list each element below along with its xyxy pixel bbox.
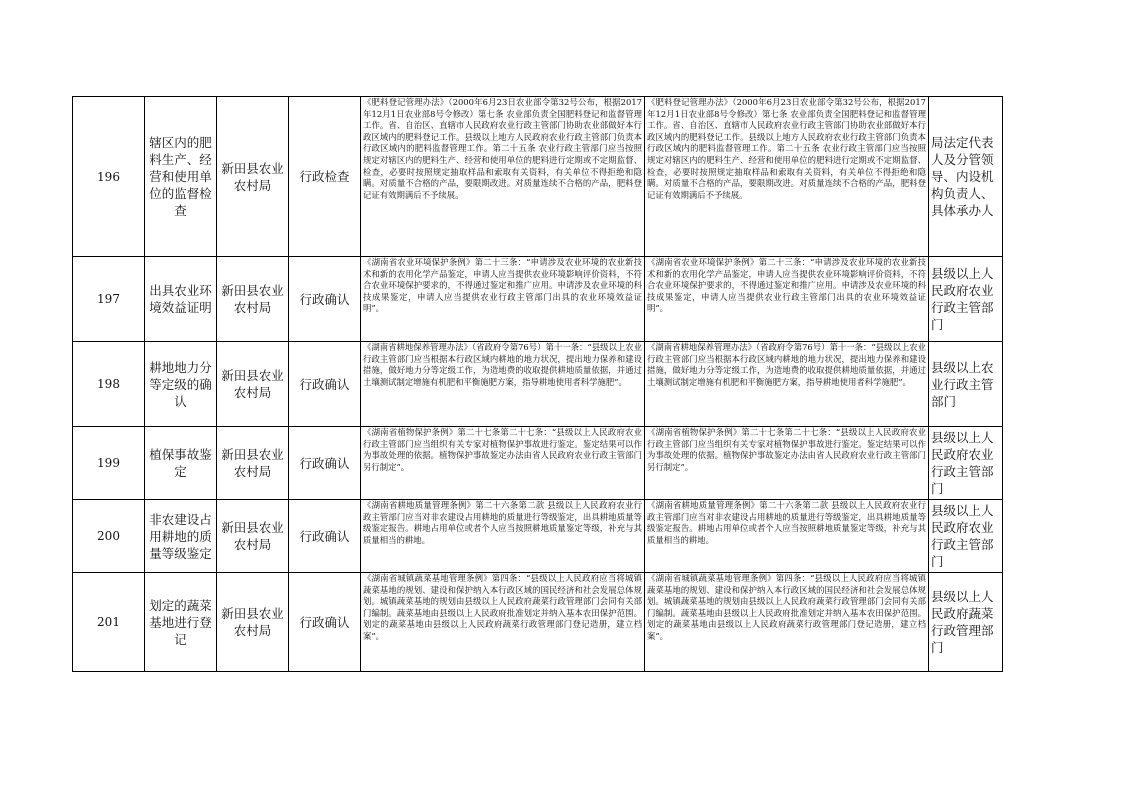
responsible-party: 县级以上人民政府农业行政主管部门: [929, 500, 1003, 573]
department: 新田县农业农村局: [217, 97, 289, 257]
responsible-party: 县级以上人民政府农业行政主管部门: [929, 257, 1003, 342]
item-name: 出具农业环境效益证明: [145, 257, 217, 342]
item-name: 植保事故鉴定: [145, 427, 217, 500]
item-name: 划定的蔬菜基地进行登记: [145, 573, 217, 672]
item-name: 辖区内的肥料生产、经营和使用单位的监督检查: [145, 97, 217, 257]
power-type: 行政确认: [289, 257, 361, 342]
row-number: 201: [73, 573, 145, 672]
legal-basis-repeat: 《湖南省城镇蔬菜基地管理条例》第四条：“县级以上人民政府应当将城镇蔬菜基地的规划、建设和保护纳入本行政区域的国民经济和社会发展总体规划。城镇蔬菜基地的规划由县级以上人民政府蔬菜行政管理部门会同有关部门编制。蔬菜基地由县级以上人民政府批准划定并纳入基本农田保护范围。划定的蔬菜基地由县级以上人民政府蔬菜行政管理部门登记造册，建立档案”。: [645, 573, 929, 672]
legal-basis: 《湖南省耕地质量管理条例》第二十六条第二款 县级以上人民政府农业行政主管部门应当对非农建设占用耕地的质量进行等级鉴定，出具耕地质量等级鉴定报告。耕地占用单位或者个人应当按照耕地质量鉴定等级，补充与其质量相当的耕地。: [361, 500, 645, 573]
table-row: [73, 427, 1003, 500]
table-row: [73, 342, 1003, 427]
legal-basis: 《湖南省植物保护条例》第二十七条第二十七条：“县级以上人民政府农业行政主管部门应当组织有关专家对植物保护事故进行鉴定。鉴定结果可以作为事故处理的依据。植物保护事故鉴定办法由省人民政府农业行政主管部门另行制定”。: [361, 427, 645, 500]
power-type: 行政确认: [289, 500, 361, 573]
department: 新田县农业农村局: [217, 427, 289, 500]
legal-basis-repeat: 《湖南省农业环境保护条例》第二十三条：“申请涉及农业环境的农业新技术和新的农用化学产品鉴定，申请人应当提供农业环境影响评价资料，不符合农业环境保护要求的，不得通过鉴定和推广应用。申请涉及农业环境的科技成果鉴定，申请人应当提供农业行政主管部门出具的农业环境效益证明”。: [645, 257, 929, 342]
department: 新田县农业农村局: [217, 573, 289, 672]
legal-basis-repeat: 《肥料登记管理办法》（2000年6月23日农业部令第32号公布，根据2017年12月1日农业部8号令修改）第七条 农业部负责全国肥料登记和监督管理工作。省、自治区、直辖市人民政府农业行政主管部门协助农业部做好本行政区域内的肥料登记工作。县级以上地方人民政府农业行政主管部门负责本行政区域内的肥料监督管理工作。第二十五条 农业行政主管部门应当按照规定对辖区内的肥料生产、经营和使用单位的肥料进行定期或不定期监督、检查，必要时按照规定抽取样品和索取有关资料，有关单位不得拒绝和隐瞒。对质量不合格的产品，要限期改进。对质量连续不合格的产品，肥料登记证有效期满后不予续展。: [645, 97, 929, 257]
item-name: 耕地地力分等定级的确认: [145, 342, 217, 427]
responsible-party: 县级以上人民政府农业行政主管部门: [929, 427, 1003, 500]
responsible-party: 局法定代表人及分管领导、内设机构负责人、具体承办人: [929, 97, 1003, 257]
table-row: [73, 573, 1003, 672]
department: 新田县农业农村局: [217, 257, 289, 342]
row-number: 197: [73, 257, 145, 342]
legal-basis: 《肥料登记管理办法》（2000年6月23日农业部令第32号公布，根据2017年12月1日农业部8号令修改）第七条 农业部负责全国肥料登记和监督管理工作。省、自治区、直辖市人民政府农业行政主管部门协助农业部做好本行政区域内的肥料登记工作。县级以上地方人民政府农业行政主管部门负责本行政区域内的肥料监督管理工作。第二十五条 农业行政主管部门应当按照规定对辖区内的肥料生产、经营和使用单位的肥料进行定期或不定期监督、检查，必要时按照规定抽取样品和索取有关资料，有关单位不得拒绝和隐瞒。对质量不合格的产品，要限期改进。对质量连续不合格的产品，肥料登记证有效期满后不予续展。: [361, 97, 645, 257]
power-list-table: [72, 96, 1003, 672]
legal-basis-repeat: 《湖南省耕地保养管理办法》（省政府令第76号）第十一条：“县级以上农业行政主管部门应当根据本行政区域内耕地的地力状况，提出地力保养和建设措施，做好地力分等定级工作，为造地费的收取提供耕地质量依据，并通过土壤测试制定增施有机肥和平衡施肥方案，指导耕地使用者科学施肥”。: [645, 342, 929, 427]
row-number: 198: [73, 342, 145, 427]
responsible-party: 县级以上农业行政主管部门: [929, 342, 1003, 427]
department: 新田县农业农村局: [217, 342, 289, 427]
legal-basis-repeat: 《湖南省耕地质量管理条例》第二十六条第二款 县级以上人民政府农业行政主管部门应当对非农建设占用耕地的质量进行等级鉴定，出具耕地质量等级鉴定报告。耕地占用单位或者个人应当按照耕地质量鉴定等级，补充与其质量相当的耕地。: [645, 500, 929, 573]
table-row: [73, 500, 1003, 573]
power-type: 行政确认: [289, 427, 361, 500]
legal-basis-repeat: 《湖南省植物保护条例》第二十七条第二十七条：“县级以上人民政府农业行政主管部门应当组织有关专家对植物保护事故进行鉴定。鉴定结果可以作为事故处理的依据。植物保护事故鉴定办法由省人民政府农业行政主管部门另行制定”。: [645, 427, 929, 500]
table-row: [73, 97, 1003, 257]
legal-basis: 《湖南省农业环境保护条例》第二十三条：“申请涉及农业环境的农业新技术和新的农用化学产品鉴定，申请人应当提供农业环境影响评价资料，不符合农业环境保护要求的，不得通过鉴定和推广应用。申请涉及农业环境的科技成果鉴定，申请人应当提供农业行政主管部门出具的农业环境效益证明”。: [361, 257, 645, 342]
item-name: 非农建设占用耕地的质量等级鉴定: [145, 500, 217, 573]
power-type: 行政确认: [289, 342, 361, 427]
row-number: 199: [73, 427, 145, 500]
row-number: 200: [73, 500, 145, 573]
power-type: 行政确认: [289, 573, 361, 672]
power-type: 行政检查: [289, 97, 361, 257]
legal-basis: 《湖南省耕地保养管理办法》（省政府令第76号）第十一条：“县级以上农业行政主管部门应当根据本行政区域内耕地的地力状况，提出地力保养和建设措施，做好地力分等定级工作，为造地费的收取提供耕地质量依据，并通过土壤测试制定增施有机肥和平衡施肥方案，指导耕地使用者科学施肥”。: [361, 342, 645, 427]
department: 新田县农业农村局: [217, 500, 289, 573]
table-row: [73, 257, 1003, 342]
row-number: 196: [73, 97, 145, 257]
legal-basis: 《湖南省城镇蔬菜基地管理条例》第四条：“县级以上人民政府应当将城镇蔬菜基地的规划、建设和保护纳入本行政区域的国民经济和社会发展总体规划。城镇蔬菜基地的规划由县级以上人民政府蔬菜行政管理部门会同有关部门编制。蔬菜基地由县级以上人民政府批准划定并纳入基本农田保护范围。划定的蔬菜基地由县级以上人民政府蔬菜行政管理部门登记造册，建立档案”。: [361, 573, 645, 672]
responsible-party: 县级以上人民政府蔬菜行政管理部门: [929, 573, 1003, 672]
